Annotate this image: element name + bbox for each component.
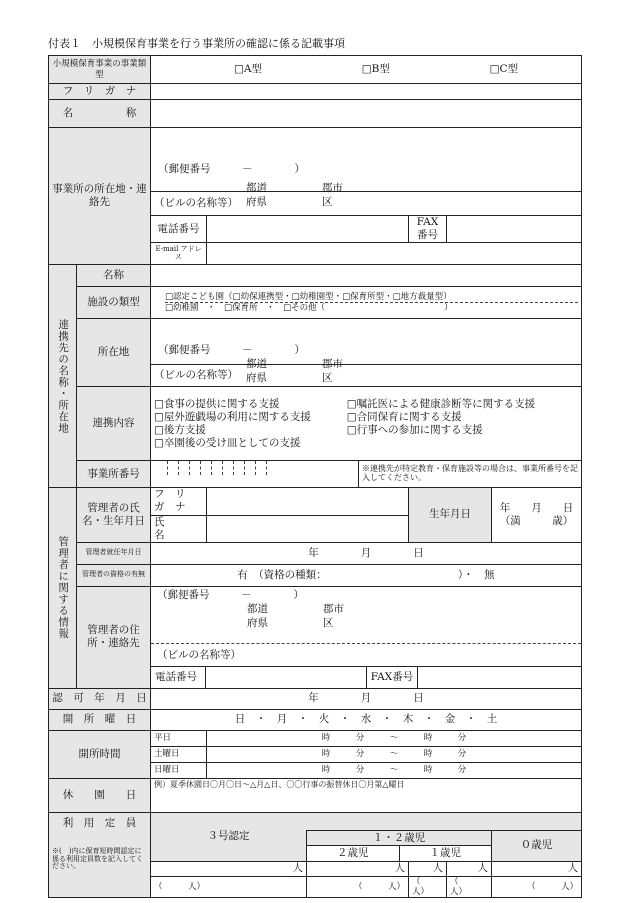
manager-todo: 都道 [247, 602, 269, 615]
hours-time-0[interactable]: 時 分 〜 時 分 [207, 730, 582, 746]
number-note: ※連携先が特定教育・保育施設等の場合は、事業所番号を記入してください。 [359, 461, 582, 488]
gun-label: 郡市 [322, 181, 344, 194]
manager-ku: 区 [323, 616, 334, 629]
fuken-label: 府県 [246, 195, 268, 208]
number-label: 事業所番号 [77, 461, 151, 488]
content-c5[interactable]: □後方支援 [154, 423, 206, 436]
holiday-label: 休 園 日 [49, 778, 151, 812]
hours-day-0: 平日 [151, 730, 207, 746]
facility-type-line2: □幼稚園 ・ □保育所 ・ □その他（ ） [165, 303, 453, 314]
hours-day-2: 日曜日 [151, 762, 207, 778]
type-b-checkbox[interactable]: □B型 [361, 62, 390, 75]
capacity-label: 利 用 定 員 [62, 816, 137, 829]
type-a-checkbox[interactable]: □A型 [234, 62, 263, 75]
building-label: （ビルの名称等） [154, 196, 239, 209]
days-label: 開 所 曜 日 [49, 709, 151, 730]
partner-ku: 区 [322, 371, 333, 384]
c12-label: １・２歳児 [372, 831, 426, 844]
appoint-label: 管理者就任年月日 [77, 542, 151, 564]
content-c7[interactable]: □卒園後の受け皿としての支援 [154, 436, 301, 449]
qual-label: 管理者の資格の有無 [77, 564, 151, 586]
manager-furigana-label: フ リ ガ ナ [151, 488, 207, 515]
hours-day-1: 土曜日 [151, 746, 207, 762]
building-field[interactable] [151, 192, 582, 216]
holiday-example: 例）夏季休園日〇月〇日～△月△日、〇〇行事の振替休日〇月第△曜日 [154, 779, 405, 789]
cap-12-short[interactable]: （ 人） [307, 876, 409, 897]
partner-postal-label: （郵便番号 － ） [158, 343, 306, 356]
content-options[interactable] [151, 387, 582, 461]
manager-tel-field[interactable] [206, 667, 367, 688]
facility-type-options[interactable] [151, 287, 582, 319]
manager-gun: 郡市 [323, 602, 345, 615]
cap-12-total[interactable]: 人 [307, 861, 409, 876]
birth-age: （満 歳） [499, 515, 574, 527]
tel-label: 電話番号 [151, 216, 207, 243]
manager-shimei-label: 氏 名 [151, 515, 207, 542]
tel-field[interactable] [207, 216, 409, 243]
type-label: 小規模保育事業の事業類型 [49, 56, 151, 84]
manager-fuken: 府県 [247, 616, 269, 629]
fax-label: FAX番号 [409, 216, 447, 243]
c2-label: ２歳児 [307, 846, 400, 861]
manager-name-label: 管理者の氏名・生年月日 [77, 488, 151, 543]
cap-3-total[interactable]: 人 [151, 861, 307, 876]
form-caption: 付表１ 小規模保育事業を行う事業所の確認に係る記載事項 [48, 37, 345, 50]
days-field[interactable]: 日 ・ 月 ・ 火 ・ 水 ・ 木 ・ 金 ・ 土 [151, 709, 582, 730]
birth-label: 生年月日 [409, 488, 492, 543]
cap-2-short[interactable]: （ 人） [409, 876, 447, 897]
c1-label: １歳児 [400, 846, 492, 861]
cap-3-short[interactable]: （ 人） [151, 876, 307, 897]
name-label: 名 称 [49, 100, 151, 128]
approval-label: 認 可 年 月 日 [49, 688, 151, 709]
email-field[interactable] [207, 243, 582, 265]
manager-building-label: （ビルの名称等） [151, 644, 581, 667]
partner-name-field[interactable] [151, 265, 582, 287]
c12-header [307, 830, 492, 861]
cap-0-short[interactable]: （ 人） [492, 876, 582, 897]
type-options [151, 56, 582, 84]
name-field[interactable] [151, 100, 582, 128]
manager-furigana-field[interactable] [207, 488, 409, 515]
content-c6[interactable]: □行事への参加に関する支援 [346, 423, 483, 436]
birth-field[interactable] [492, 488, 582, 543]
fax-field[interactable] [447, 216, 582, 243]
manager-shimei-field[interactable] [207, 515, 409, 542]
partner-fuken: 府県 [246, 371, 268, 384]
holiday-field[interactable] [151, 778, 582, 812]
partner-todo: 都道 [246, 357, 268, 370]
partner-side-label: 連携先の名称・所在地 [49, 265, 77, 488]
hours-label: 開所時間 [49, 730, 151, 778]
number-boxes[interactable] [151, 461, 359, 488]
manager-postal-label: （郵便番号 － ） [157, 588, 305, 601]
capacity-note: ※( )内に保育短時間認定に係る利用定員数を記入してください。 [52, 846, 143, 871]
birth-date: 年 月 日 [499, 501, 574, 514]
partner-name-label: 名称 [77, 265, 151, 287]
furigana-label: フ リ ガ ナ [49, 84, 151, 100]
postal-label: （郵便番号 － ） [158, 162, 306, 175]
hours-time-1[interactable]: 時 分 〜 時 分 [207, 746, 582, 762]
partner-building-label: （ビルの名称等） [154, 369, 239, 382]
content-c3[interactable]: □屋外遊戯場の利用に関する支援 [154, 410, 311, 423]
hours-time-2[interactable]: 時 分 〜 時 分 [207, 762, 582, 778]
facility-type-label: 施設の類型 [77, 287, 151, 319]
furigana-field[interactable] [151, 84, 582, 100]
c0-label: ０歳児 [492, 830, 582, 861]
todo-label: 都道 [246, 181, 268, 194]
type-c-checkbox[interactable]: □C型 [489, 62, 519, 75]
manager-tel-label: 電話番号 [151, 667, 206, 688]
capacity-label-cell [49, 812, 151, 897]
facility-type-line1: □認定こども園（□幼保連携型・□幼稚園型・□保育所型・□地方裁量型） [165, 292, 578, 303]
content-c4[interactable]: □合同保育に関する支援 [346, 410, 462, 423]
manager-fax-label: FAX番号 [367, 667, 418, 688]
c3-label: ３号認定 [151, 830, 307, 861]
cap-1-total[interactable]: 人 [447, 861, 492, 876]
partner-building-field[interactable] [151, 365, 582, 387]
capacity-header-band [151, 812, 582, 830]
manager-addr-label: 管理者の住所・連絡先 [77, 586, 151, 688]
cap-2-total[interactable]: 人 [409, 861, 447, 876]
appoint-field[interactable]: 年 月 日 [151, 542, 582, 564]
content-label: 連携内容 [77, 387, 151, 461]
partner-address-label: 所在地 [77, 319, 151, 387]
ku-label: 区 [322, 195, 333, 208]
manager-addr-block[interactable] [151, 586, 582, 688]
qual-field[interactable]: 有 （資格の種類： ）・ 無 [151, 564, 582, 586]
partner-gun: 郡市 [322, 357, 344, 370]
cap-1-short[interactable]: （ 人） [447, 876, 492, 897]
form-table [48, 55, 582, 898]
manager-side-label: 管理者に関する情報 [49, 488, 77, 689]
cap-0-total[interactable]: 人 [492, 861, 582, 876]
content-c1[interactable]: □食事の提供に関する支援 [154, 397, 280, 410]
content-c2[interactable]: □嘱託医による健康診断等に関する支援 [346, 397, 536, 410]
email-label: E-mail アドレス [151, 243, 207, 265]
location-label: 事業所の所在地・連絡先 [49, 128, 151, 265]
approval-field[interactable]: 年 月 日 [151, 688, 582, 709]
